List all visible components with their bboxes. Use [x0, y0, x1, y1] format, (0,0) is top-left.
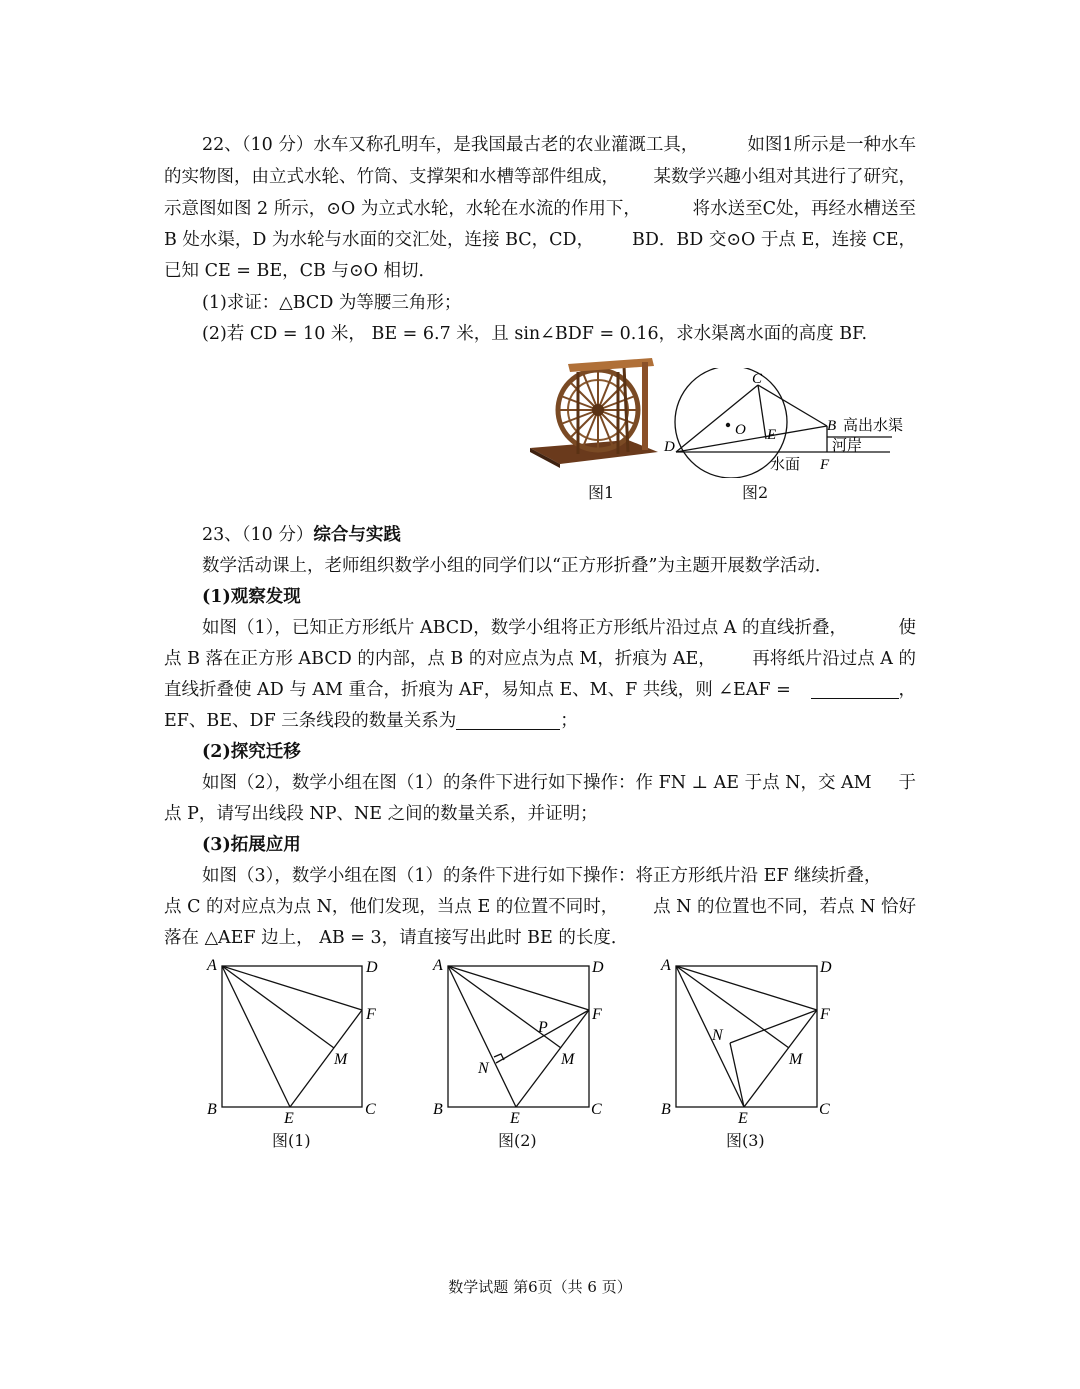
fig2-sq-label-a: A [433, 957, 443, 974]
fig-square-2-caption: 图(2) [498, 1131, 537, 1150]
q23-intro: 数学活动课上，老师组织数学小组的同学们以“正方形折叠”为主题开展数学活动． [202, 556, 833, 576]
fig1-caption: 图1 [588, 483, 615, 502]
q23-text: ， [898, 680, 916, 700]
fig2-sq-label-m: M [561, 1051, 575, 1068]
q23-s1-line-2 [164, 644, 916, 675]
answer-blank-angle[interactable] [811, 680, 899, 699]
q23-text: 如图（2），数学小组在图（1）的条件下进行如下操作：作 FN ⊥ AE 于点 N，交 AM [202, 773, 872, 793]
q23-text: EF、BE、DF 三条线段的数量关系为 [164, 711, 457, 731]
q22-line-4 [164, 225, 916, 256]
page-footer: 数学试题 第6页（共 6 页） [448, 1278, 632, 1296]
fig2-circle-diagram [660, 368, 920, 478]
q22-text: B 处水渠，D 为水轮与水面的交汇处，连接 BC，CD， [164, 230, 595, 250]
fig3-sq-label-d: D [820, 959, 832, 976]
fig1-label-f: F [366, 1006, 376, 1023]
q22-text: BD．BD 交⊙O 于点 E，连接 CE， [632, 230, 916, 250]
fig3-sq-label-e: E [738, 1110, 748, 1127]
q22-part-1: (1)求证：△BCD 为等腰三角形； [202, 293, 462, 313]
q23-text: 使 [898, 618, 916, 638]
fig2-sq-label-e: E [510, 1110, 520, 1127]
q23-text: 再将纸片沿过点 A 的 [752, 649, 916, 669]
fig-square-2 [426, 952, 616, 1127]
fig2-label-e: E [767, 427, 777, 443]
q23-s3-line-2 [164, 892, 916, 923]
q23-heading [202, 520, 401, 551]
q23-s1-line-3 [164, 675, 916, 706]
q22-text: 将水送至C处，再经水槽送至 [692, 199, 916, 219]
fig1-label-b: B [207, 1101, 217, 1118]
q23-s3-title: (3)拓展应用 [202, 835, 301, 855]
fig2-label-d: D [664, 439, 675, 455]
q22-text: 如图1所示是一种水车 [747, 135, 916, 155]
fig3-sq-label-b: B [661, 1101, 671, 1118]
q22-text: 22、（10 分）水车又称孔明车，是我国最古老的农业灌溉工具， [202, 135, 699, 155]
fig2-sq-label-p: P [538, 1019, 548, 1036]
q23-text: 直线折叠使 AD 与 AM 重合，折痕为 AF，易知点 E、M、F 共线，则 ∠EAF = [164, 680, 791, 700]
q23-s3-line-1: 如图（3），数学小组在图（1）的条件下进行如下操作：将正方形纸片沿 EF 继续折叠， [202, 866, 882, 886]
water-wheel-photo [528, 352, 660, 468]
q23-number: 23、（10 分） [202, 525, 314, 545]
fig1-label-m: M [334, 1051, 348, 1068]
q23-title: 综合与实践 [313, 525, 401, 545]
fig2-label-c: C [752, 371, 763, 387]
fig2-sq-label-n: N [478, 1060, 489, 1077]
fig1-label-e: E [284, 1110, 294, 1127]
fig2-sq-label-c: C [591, 1101, 602, 1118]
q23-text: ； [560, 711, 578, 731]
fig3-sq-label-f: F [820, 1006, 830, 1023]
fig2-label-water: 水面 [770, 457, 801, 473]
fig2-label-f: F [820, 457, 830, 473]
q22-part-2: (2)若 CD = 10 米， BE = 6.7 米，且 sin∠BDF = 0.16，求水渠离水面的高度 BF. [202, 324, 868, 344]
fig2-sq-label-f: F [592, 1006, 602, 1023]
q23-text: 点 N 的位置也不同，若点 N 恰好 [653, 897, 916, 917]
fig2-label-bank: 河岸 [832, 438, 863, 454]
q22-text: 某数学兴趣小组对其进行了研究， [653, 167, 916, 187]
fig1-label-c: C [365, 1101, 376, 1118]
q23-s1-line-4 [164, 706, 578, 737]
fig2-caption: 图2 [742, 483, 769, 502]
q23-s2-title: (2)探究迁移 [202, 742, 301, 762]
fig3-sq-label-m: M [789, 1051, 803, 1068]
q23-s2-line-1 [202, 768, 916, 799]
fig1-label-d: D [366, 959, 378, 976]
fig2-sq-label-b: B [433, 1101, 443, 1118]
q23-text: 点 B 落在正方形 ABCD 的内部，点 B 的对应点为点 M，折痕为 AE， [164, 649, 716, 669]
q23-text: 如图（1），已知正方形纸片 ABCD，数学小组将正方形纸片沿过点 A 的直线折叠， [202, 618, 847, 638]
q22-line-1 [202, 130, 916, 161]
fig3-sq-label-c: C [819, 1101, 830, 1118]
q23-text: 点 C 的对应点为点 N，他们发现，当点 E 的位置不同时， [164, 897, 619, 917]
q23-s1-title: (1)观察发现 [202, 587, 301, 607]
fig3-sq-label-n: N [712, 1027, 723, 1044]
q22-text: 的实物图，由立式水轮、竹筒、支撑架和水槽等部件组成， [164, 167, 619, 187]
fig2-label-b: B [827, 418, 837, 434]
q22-line-3 [164, 194, 916, 225]
q23-s3-line-3: 落在 △AEF 边上， AB = 3，请直接写出此时 BE 的长度． [164, 928, 629, 948]
q22-line-2 [164, 162, 916, 193]
q23-text: 于 [898, 773, 916, 793]
fig-square-1-caption: 图(1) [272, 1131, 311, 1150]
fig2-label-channel: 高出水渠 [843, 418, 904, 434]
q23-s1-line-1 [202, 613, 916, 644]
fig-square-1 [200, 952, 390, 1127]
fig-square-3-caption: 图(3) [726, 1131, 765, 1150]
q22-text: 示意图如图 2 所示，⊙O 为立式水轮，水轮在水流的作用下， [164, 199, 641, 219]
fig1-label-a: A [207, 957, 217, 974]
fig2-label-o: O [735, 422, 746, 438]
fig3-sq-label-a: A [661, 957, 671, 974]
answer-blank-relation[interactable] [456, 711, 560, 730]
fig-square-3 [654, 952, 844, 1127]
fig2-sq-label-d: D [592, 959, 604, 976]
q22-line-5: 已知 CE = BE，CB 与⊙O 相切． [164, 261, 437, 281]
q23-s2-line-2: 点 P，请写出线段 NP、NE 之间的数量关系，并证明； [164, 804, 598, 824]
